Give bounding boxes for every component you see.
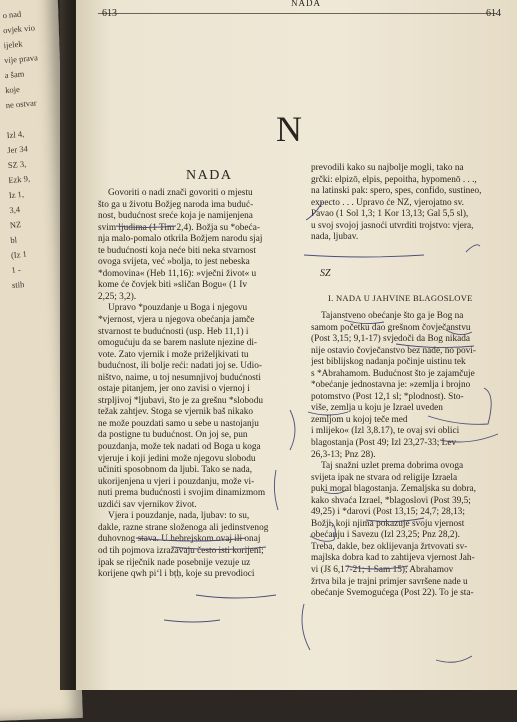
text-line: puki moral blagostanja. Zemaljska su dobra, — [311, 484, 476, 495]
margin-fragment: ovjek vio — [2, 22, 36, 36]
text-line: strpljivoj *ljubavi, što je za grešnu *slobodu — [98, 395, 264, 406]
text-line: Taj snažni uzlet prema dobrima ovoga — [321, 461, 464, 472]
text-line: blagostanja (Post 49; Izl 23,27-33; Lev — [311, 438, 457, 449]
text-line: te budućnosti koja neće biti neka stvarnost — [98, 245, 257, 256]
text-line: obećanje Svemogućega (Post 22). To je sta- — [311, 588, 474, 599]
text-line: ne može pouzdati samo u sebe u nastojanju — [98, 418, 259, 429]
margin-fragment: Jer 34 — [6, 143, 29, 156]
text-line: nost, budućnost sreće koja je namijenjena — [98, 211, 253, 222]
text-line: duhovnog stava. U hebrejskom ovaj ili onaj — [98, 534, 261, 545]
pen-annotations — [76, 0, 517, 690]
text-line: (Post 3,15; 9,1-17) svjedoči da Bog nikada — [311, 334, 471, 345]
text-line: žrtva bila je trajni primjer savršene nade u — [311, 576, 468, 587]
text-line: Govoriti o nadi znači govoriti o mjestu — [108, 188, 253, 198]
margin-fragment: ne ostvar — [5, 97, 37, 111]
text-line: nja malo-pomalo otkrila Božjem narodu sjaj — [98, 234, 263, 245]
text-line: Treba, dakle, bez oklijevanja žrtvovati sv- — [311, 541, 468, 552]
text-line: uzdići sav vjernikov život. — [98, 499, 197, 510]
text-line: *obećanje jednostavna je: »zemlja i brojno — [311, 380, 471, 391]
section-heading: I. NADA U JAHVINE BLAGOSLOVE — [328, 293, 473, 303]
text-line: svim ljudima (1 Tim 2,4). Božja su *obeća- — [98, 222, 260, 233]
right-page-number: 614 — [486, 8, 501, 19]
text-line: majlska dobra kad to zahtijeva vjernost Jah- — [311, 553, 475, 564]
margin-fragment: Ezk 9, — [7, 173, 31, 186]
text-line: vote. Zato vjernik i može priželjkivati tu — [98, 349, 249, 360]
text-line: Upravo *pouzdanje u Boga i njegovu — [108, 303, 248, 314]
text-line: ovoga svijeta, već »bolja, to jest nebeska — [98, 257, 250, 268]
margin-fragment: Izl 4, — [6, 128, 25, 141]
text-line: *domovina« (Heb 11,16): »vječni život« u — [98, 268, 257, 279]
text-line: ipak se riječnik nade posebnije vezuje uz — [98, 557, 251, 568]
text-line: samom početku dao grešnom čovječanstvu — [311, 322, 471, 333]
margin-fragment: (Iz 1 — [10, 248, 28, 261]
text-line: Pavao (1 Sol 1,3; 1 Kor 13,13; Gal 5,5 sl), — [311, 209, 469, 220]
text-line: potomstvo (Post 12,1 sl; *plodnost). Što- — [311, 391, 464, 402]
article-title: NADA — [186, 168, 233, 183]
margin-fragment: 1 - — [11, 264, 22, 276]
text-line: nuti prema budućnosti i svojim dinamizmom — [98, 488, 266, 499]
text-line: zemljom u kojoj teče med — [311, 414, 408, 425]
text-line: dakle, razne strane složenoga ali jedinstvenog — [98, 522, 269, 533]
text-line: nije ostavio čovječanstvo bez nade, no povi- — [311, 345, 476, 356]
margin-fragment: Iz 1, — [8, 188, 25, 201]
text-line: prevodili kako su najbolje mogli, tako na — [311, 163, 464, 173]
text-line: s *Abrahamom. Budućnost što je zajamčuje — [311, 368, 475, 379]
text-line: Božji, koji njima pokazuje svoju vjernost — [311, 518, 465, 529]
text-line: ništvo, naime, u toj nesumnjivoj budućnosti — [98, 372, 261, 383]
margin-fragment: ijelek — [3, 38, 23, 51]
text-line: više, zemlja u koju je Izrael uveden — [311, 403, 443, 414]
text-line: *vjernost, vjera u njegova obećanja jamče — [98, 315, 255, 326]
right-page — [76, 0, 517, 690]
text-line: na latinski pak: spero, spes, confido, sustineo, — [311, 186, 482, 197]
text-line: 2,25; 3,2). — [98, 291, 137, 302]
text-line: pouzdanja, može tek nadati od Boga u koga — [98, 442, 261, 453]
text-line: u svoj svojoj jasnoći utvrditi trojstvo: vjera, — [311, 220, 474, 231]
text-line: vi (Jš 6,17-21; 1 Sam 15); Abrahamov — [311, 565, 454, 576]
text-line: kome će čovjek biti »sličan Bogu« (1 Iv — [98, 280, 247, 291]
margin-fragment: koje — [4, 83, 21, 96]
text-line: da postigne tu budućnost. On joj se, pun — [98, 430, 248, 441]
text-line: expecto . . . Upravo će NZ, vjerojatno sv. — [311, 197, 465, 208]
margin-fragment: a šam — [4, 68, 25, 81]
text-line: obećanju i Savezu (Izl 23,25; Pnz 28,2). — [311, 530, 460, 541]
text-line: Tajanstveno obećanje što ga je Bog na — [321, 311, 464, 321]
text-line: grčki: elpizō, elpis, pepoitha, hypomenō . . ., — [311, 174, 477, 185]
margin-fragment: stih — [11, 279, 25, 291]
text-line: korijene qwh pi‘l i bṭḥ, koje su prevodioci — [98, 569, 255, 580]
text-line: i mlijeko« (Izl 3,8.17), te ovaj svi oblici — [311, 426, 460, 437]
left-page-number: 613 — [102, 8, 117, 19]
section-label: SZ — [320, 268, 331, 279]
text-line: omogućuju da se barem naslute njezine di- — [98, 338, 258, 349]
margin-fragment: 3,4 — [8, 204, 21, 216]
text-line: učiniti sposobnom da ljubi. Tako se nada, — [98, 465, 253, 476]
margin-fragment: SZ 3, — [7, 158, 27, 171]
text-line: što ga u životu Božjeg naroda ima buduć- — [98, 199, 254, 210]
text-line: težak zahtjev. Stoga se vjernik baš nikako — [98, 407, 254, 418]
text-line: ukorijenjena u vjeri i pouzdanju, može vi- — [98, 476, 255, 487]
margin-fragment: bl — [9, 234, 18, 246]
text-line: budućnost, ili bolje reći: nadati joj se. Udio- — [98, 361, 262, 372]
margin-fragment: vije prava — [3, 52, 39, 66]
text-line: kako shvaća Izrael, *blagoslovi (Post 39,5; — [311, 495, 471, 506]
text-line: stvarnost te budućnosti (usp. Heb 11,1) i — [98, 326, 249, 337]
text-line: Vjera i pouzdanje, nada, ljubav: to su, — [108, 511, 250, 522]
text-line: nada, ljubav. — [311, 232, 359, 243]
text-line: 49,25) i *darovi (Post 13,15; 24,7; 28,13; — [311, 507, 465, 518]
text-line: jest biblijskog nadanja počinje uistinu tek — [311, 357, 466, 368]
text-line: ostaje pitanjem, jer ono zavisi o vjernoj i — [98, 384, 250, 395]
margin-fragment: NZ — [9, 219, 22, 231]
text-line: od tih pojmova izražavaju često isti korijeni; — [98, 545, 264, 556]
margin-fragment: o nad — [2, 8, 22, 21]
text-line: vjeruje i koji jedini može njegovu slobodu — [98, 453, 256, 464]
text-line: 26,3-13; Pnz 28). — [311, 449, 376, 460]
running-head: NADA — [291, 0, 321, 8]
text-line: svijeta ipak ne stvara od religije Izraela — [311, 472, 458, 483]
section-letter: N — [276, 109, 303, 149]
